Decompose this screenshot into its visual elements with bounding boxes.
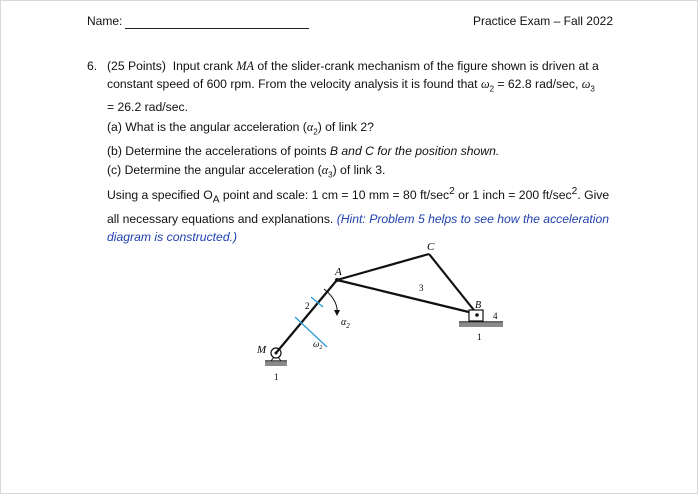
part-a-sub: 2 — [313, 127, 318, 137]
exam-title: Practice Exam – Fall 2022 — [472, 14, 613, 28]
label-omega2: $\omega_2$ — [313, 339, 323, 351]
question-line2: constant speed of 600 rpm. From the velocity analysis it is found that — [107, 77, 478, 91]
scale-sub: A — [212, 194, 220, 206]
part-a — [107, 118, 617, 141]
scale-sup2: 2 — [571, 186, 578, 197]
label-link-4: 4 — [493, 311, 498, 321]
label-a: A — [335, 266, 342, 278]
part-b — [107, 142, 617, 161]
name-blank-line[interactable] — [125, 28, 309, 29]
part-c — [107, 161, 617, 184]
omega2-symbol: ω — [480, 77, 490, 91]
alpha2-arrow-icon — [334, 310, 340, 316]
part-b-pre: (b) Determine the accelerations of points — [107, 143, 330, 158]
label-ground-1-right: 1 — [477, 332, 482, 342]
scale-mid3: . Give — [577, 188, 610, 203]
part-b-italic: B and C for the position shown. — [329, 143, 500, 158]
omega3-value: = 26.2 rad/sec. — [107, 100, 188, 115]
label-link-3: 3 — [419, 283, 424, 293]
label-alpha2: $\alpha_2$ — [341, 317, 350, 330]
part-c-pre: (c) Determine the angular acceleration ( — [107, 162, 322, 177]
link-2-crank — [276, 280, 337, 353]
hint-line2: (Hint: Problem 5 helps to see how the acceleration — [336, 211, 610, 226]
name-label: Name: — [87, 14, 123, 28]
question-6 — [87, 57, 617, 184]
part-a-post: ) of link 2? — [317, 120, 374, 135]
question-number: 6. — [87, 59, 98, 73]
part-c-alpha: α — [321, 162, 329, 177]
label-ground-1-left: 1 — [274, 372, 279, 382]
part-a-pre: (a) What is the angular acceleration ( — [107, 120, 307, 135]
slider-crank-figure — [241, 237, 531, 387]
scale-line2: all necessary equations and explanations. — [107, 211, 334, 226]
question-text — [107, 57, 617, 116]
question-line1: Input crank — [172, 59, 234, 73]
scale-mid2: or 1 inch = 200 ft/sec — [454, 188, 572, 203]
question-parts — [107, 118, 617, 184]
question-line1b: of the slider-crank mechanism of the figure shown is driven at a — [257, 59, 599, 73]
label-m: M — [257, 344, 267, 356]
question-points: (25 Points) — [107, 59, 166, 73]
label-c: C — [427, 241, 435, 253]
link-3-ab — [337, 280, 477, 314]
label-b: B — [475, 300, 482, 311]
part-a-alpha: α — [306, 120, 314, 135]
part-c-post: ) of link 3. — [332, 162, 386, 177]
omega2-value: = 62.8 rad/sec, — [494, 77, 579, 91]
label-link-2: 2 — [305, 301, 310, 311]
scale-mid1: point and scale: 1 cm = 10 mm = 80 ft/sec — [219, 188, 450, 203]
crank-symbol: MA — [236, 59, 255, 73]
link-3-ac — [337, 254, 429, 280]
part-c-sub: 3 — [328, 170, 333, 180]
scale-sup1: 2 — [449, 186, 455, 197]
scale-pre: Using a specified O — [107, 188, 213, 203]
omega3-sub: 3 — [590, 84, 595, 94]
omega2-sub: 2 — [489, 84, 495, 94]
hint-line3: diagram is constructed.) — [107, 229, 238, 244]
omega3-symbol: ω — [581, 77, 591, 91]
crank-annotation-line-1 — [295, 317, 327, 347]
pin-a — [335, 278, 339, 282]
ground-pivot-m — [265, 348, 287, 366]
